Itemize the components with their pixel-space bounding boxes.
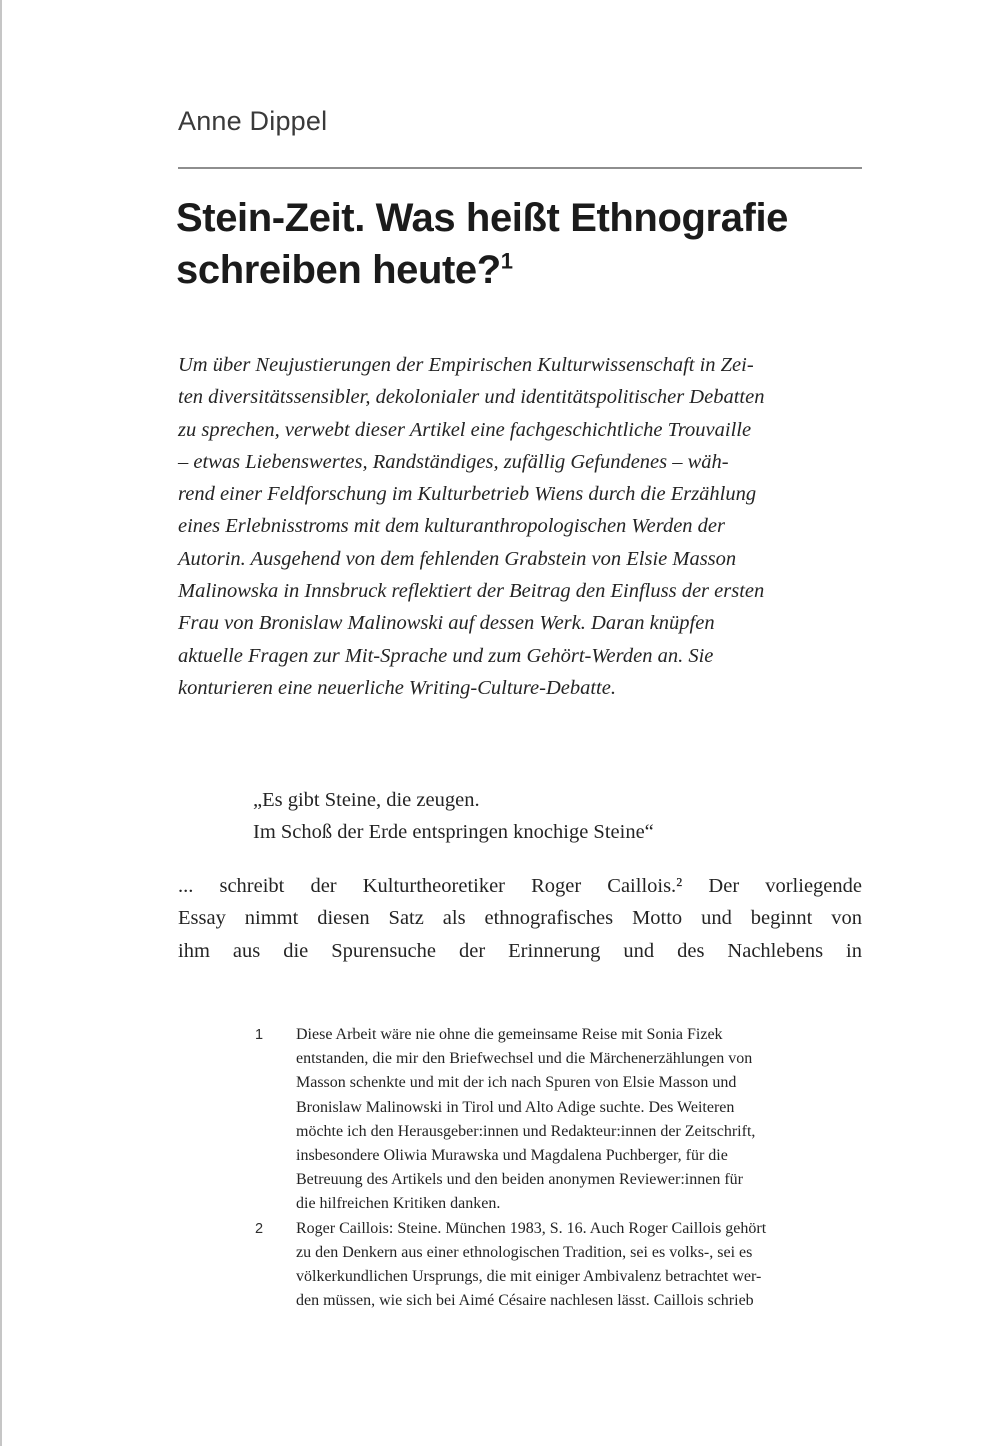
footnote-1 <box>255 1023 865 1217</box>
footnote-number: 2 <box>255 1220 264 1237</box>
abstract-line: ten diversitätssensibler, dekolonialer und identitätspolitischer Debatten <box>178 386 765 409</box>
footnote-line: Roger Caillois: Steine. München 1983, S. 16. Auch Roger Caillois gehört <box>296 1219 767 1237</box>
footnote-line: Bronislaw Malinowski in Tirol und Alto Adige suchte. Des Weiteren <box>296 1098 735 1116</box>
abstract-line: zu sprechen, verwebt dieser Artikel eine fachgeschichtliche Trouvaille <box>178 418 752 441</box>
footnote-line: insbesondere Oliwia Murawska und Magdalena Puchberger, für die <box>296 1147 728 1165</box>
scan-edge-line <box>0 0 2 1446</box>
body-line: ihm aus die Spurensuche der Erinnerung und des Nachlebens in <box>178 939 862 962</box>
footnote-line: Betreuung des Artikels und den beiden anonymen Reviewer:innen für <box>296 1171 743 1189</box>
footnote-text <box>296 1023 865 1217</box>
body-line: ... schreibt der Kulturtheoretiker Roger Caillois.² Der vorliegende <box>178 875 862 897</box>
abstract-line: – etwas Liebenswertes, Randständiges, zufällig Gefundenes – wäh- <box>178 450 729 473</box>
abstract-line: Frau von Bronislaw Malinowski auf dessen Werk. Daran knüpfen <box>178 612 715 635</box>
title-footnote-ref: 1 <box>500 248 514 274</box>
epigraph-quote <box>253 784 873 849</box>
epigraph-line: Im Schoß der Erde entspringen knochige Steine“ <box>253 821 654 844</box>
footnote-number: 1 <box>255 1027 264 1043</box>
header-rule <box>178 167 862 169</box>
abstract-line: Um über Neujustierungen der Empirischen Kulturwissenschaft in Zei- <box>178 354 754 376</box>
footnote-line: den müssen, wie sich bei Aimé Césaire nachlesen lässt. Caillois schrieb <box>296 1292 754 1310</box>
footnote-2 <box>255 1217 865 1314</box>
abstract-line: Autorin. Ausgehend von dem fehlenden Grabstein von Elsie Masson <box>178 547 737 570</box>
footnote-line: die hilfreichen Kritiken danken. <box>296 1195 501 1213</box>
abstract-line: Malinowska in Innsbruck reflektiert der Beitrag den Einfluss der ersten <box>178 580 765 603</box>
footnote-line: möchte ich den Herausgeber:innen und Redakteur:innen der Zeitschrift, <box>296 1122 756 1140</box>
abstract-line: eines Erlebnisstroms mit dem kulturanthropologischen Werden der <box>178 515 725 538</box>
footnote-line: entstanden, die mir den Briefwechsel und die Märchenerzählungen von <box>296 1050 753 1068</box>
abstract <box>178 349 873 704</box>
abstract-line: aktuelle Fragen zur Mit-Sprache und zum Gehört-Werden an. Sie <box>178 644 714 667</box>
epigraph-line: „Es gibt Steine, die zeugen. <box>253 789 480 811</box>
footnote-text <box>296 1217 865 1314</box>
abstract-line: rend einer Feldforschung im Kulturbetrieb Wiens durch die Erzählung <box>178 483 757 506</box>
footnote-line: Masson schenkte und mit der ich nach Spuren von Elsie Masson und <box>296 1074 737 1092</box>
author-name: Anne Dippel <box>178 106 328 136</box>
footnotes-block <box>255 1023 865 1313</box>
footnote-line: Diese Arbeit wäre nie ohne die gemeinsame Reise mit Sonia Fizek <box>296 1026 723 1043</box>
body-line: Essay nimmt diesen Satz als ethnografisches Motto und beginnt von <box>178 907 862 930</box>
footnote-line: zu den Denkern aus einer ethnologischen Tradition, sei es volks-, sei es <box>296 1243 753 1261</box>
article-title <box>176 192 896 296</box>
body-paragraph <box>178 870 862 967</box>
title-line-1: Stein-Zeit. Was heißt Ethnografie <box>176 196 789 240</box>
abstract-line: konturieren eine neuerliche Writing-Culture-Debatte. <box>178 676 616 699</box>
title-line-2: schreiben heute? <box>176 248 501 292</box>
footnote-line: völkerkundlichen Ursprungs, die mit einiger Ambivalenz betrachtet wer- <box>296 1268 762 1286</box>
